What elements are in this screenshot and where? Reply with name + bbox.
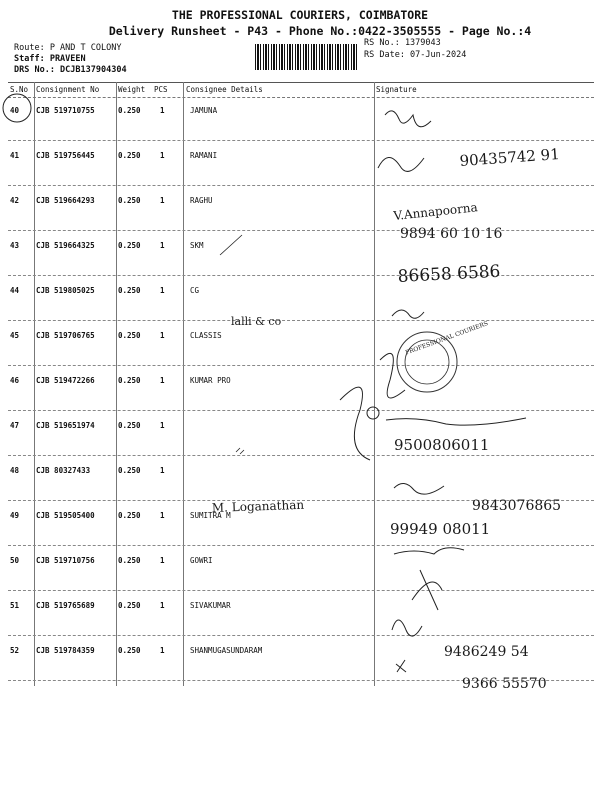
cell-sno: 48: [10, 466, 20, 475]
stamp-text: PROFESSIONAL COURIERS: [404, 320, 490, 357]
cell-pcs: 1: [160, 286, 165, 295]
company-title: THE PROFESSIONAL COURIERS, COIMBATORE: [171, 8, 429, 22]
rs-date: RS Date: 07-Jun-2024: [364, 50, 467, 60]
cell-sno: 40: [10, 106, 20, 115]
cell-pcs: 1: [160, 331, 165, 340]
cell-pcs: 1: [160, 466, 165, 475]
cell-pcs: 1: [160, 556, 165, 565]
cell-consignment: CJB 519765689: [36, 601, 95, 610]
col-pcs: PCS: [154, 85, 168, 94]
table-row: [8, 546, 594, 591]
table-row: [8, 186, 594, 231]
table-row: [8, 501, 594, 546]
table-row: [8, 96, 594, 141]
cell-sno: 46: [10, 376, 20, 385]
name-42: V.Annapoorna: [392, 200, 479, 223]
cell-weight: 0.250: [118, 286, 141, 295]
table-row: [8, 276, 594, 321]
name-48: M. Loganathan: [211, 497, 305, 515]
cell-consignment: CJB 519664325: [36, 241, 95, 250]
cell-sno: 50: [10, 556, 20, 565]
runsheet-title: Delivery Runsheet - P43 - Phone No.:0422-3505555 - Page No.:4: [108, 24, 532, 38]
cell-consignee: GOWRI: [190, 556, 213, 565]
drs-number: DRS No.: DCJB137904304: [14, 65, 127, 75]
cell-consignee: SUMITRA M: [190, 511, 231, 520]
col-sno: S.No: [10, 85, 29, 94]
cell-weight: 0.250: [118, 151, 141, 160]
cell-consignee: JAMUNA: [190, 106, 218, 115]
cell-consignment: CJB 519756445: [36, 151, 95, 160]
phone-49: 99949 08011: [390, 520, 491, 538]
phone-52: 9486249 54: [444, 644, 529, 660]
cell-consignment: CJB 80327433: [36, 466, 91, 475]
cell-pcs: 1: [160, 376, 165, 385]
note-44: lalli & co: [231, 315, 282, 328]
cell-consignment: CJB 519505400: [36, 511, 95, 520]
cell-weight: 0.250: [118, 241, 141, 250]
cell-sno: 41: [10, 151, 20, 160]
table-row: [8, 231, 594, 276]
cell-consignee: KUMAR PRO: [190, 376, 231, 385]
cell-weight: 0.250: [118, 556, 141, 565]
staff-label: Staff: PRAVEEN: [14, 54, 86, 64]
table-row: [8, 456, 594, 501]
cell-sno: 49: [10, 511, 20, 520]
phone-47: 9500806011: [394, 436, 490, 454]
cell-consignee: CG: [190, 286, 200, 295]
table-row: [8, 321, 594, 366]
cell-consignment: CJB 519472266: [36, 376, 95, 385]
cell-pcs: 1: [160, 511, 165, 520]
cell-weight: 0.250: [118, 376, 141, 385]
signature-43: 86658 6586: [397, 261, 501, 287]
barcode: [255, 44, 357, 70]
cell-consignee: SIVAKUMAR: [190, 601, 231, 610]
cell-pcs: 1: [160, 601, 165, 610]
cell-weight: 0.250: [118, 511, 141, 520]
table-row: [8, 141, 594, 186]
cell-consignment: CJB 519706765: [36, 331, 95, 340]
cell-pcs: 1: [160, 421, 165, 430]
table-row: [8, 411, 594, 456]
cell-weight: 0.250: [118, 601, 141, 610]
phone-42: 9894 60 10 16: [400, 226, 503, 242]
col-consignee: Consignee Details: [186, 85, 263, 94]
table-row: [8, 591, 594, 636]
cell-pcs: 1: [160, 646, 165, 655]
cell-weight: 0.250: [118, 196, 141, 205]
route-label: Route: P AND T COLONY: [14, 43, 122, 53]
cell-consignment: CJB 519805025: [36, 286, 95, 295]
cell-pcs: 1: [160, 106, 165, 115]
cell-consignee: RAMANI: [190, 151, 218, 160]
cell-pcs: 1: [160, 151, 165, 160]
col-weight: Weight: [118, 85, 146, 94]
col-signature: Signature: [376, 85, 417, 94]
phone-41: 90435742 91: [459, 145, 561, 170]
rs-number: RS No.: 1379043: [364, 38, 441, 48]
cell-weight: 0.250: [118, 331, 141, 340]
cell-weight: 0.250: [118, 421, 141, 430]
cell-consignment: CJB 519710756: [36, 556, 95, 565]
cell-sno: 42: [10, 196, 20, 205]
cell-weight: 0.250: [118, 466, 141, 475]
cell-sno: 44: [10, 286, 20, 295]
cell-consignee: SHANMUGASUNDARAM: [190, 646, 263, 655]
col-consignment: Consignment No: [36, 85, 100, 94]
cell-consignee: RAGHU: [190, 196, 213, 205]
cell-consignment: CJB 519710755: [36, 106, 95, 115]
cell-sno: 43: [10, 241, 20, 250]
cell-pcs: 1: [160, 241, 165, 250]
cell-consignment: CJB 519651974: [36, 421, 95, 430]
cell-sno: 45: [10, 331, 20, 340]
phone-48: 9843076865: [472, 498, 562, 514]
cell-sno: 51: [10, 601, 20, 610]
cell-consignee: CLASSIS: [190, 331, 222, 340]
cell-weight: 0.250: [118, 106, 141, 115]
cell-weight: 0.250: [118, 646, 141, 655]
phone-52b: 9366 55570: [462, 676, 547, 692]
table-row: [8, 366, 594, 411]
cell-consignee: SKM: [190, 241, 204, 250]
cell-sno: 47: [10, 421, 20, 430]
table-row: [8, 636, 594, 681]
cell-pcs: 1: [160, 196, 165, 205]
cell-consignment: CJB 519784359: [36, 646, 95, 655]
cell-consignment: CJB 519664293: [36, 196, 95, 205]
cell-sno: 52: [10, 646, 20, 655]
